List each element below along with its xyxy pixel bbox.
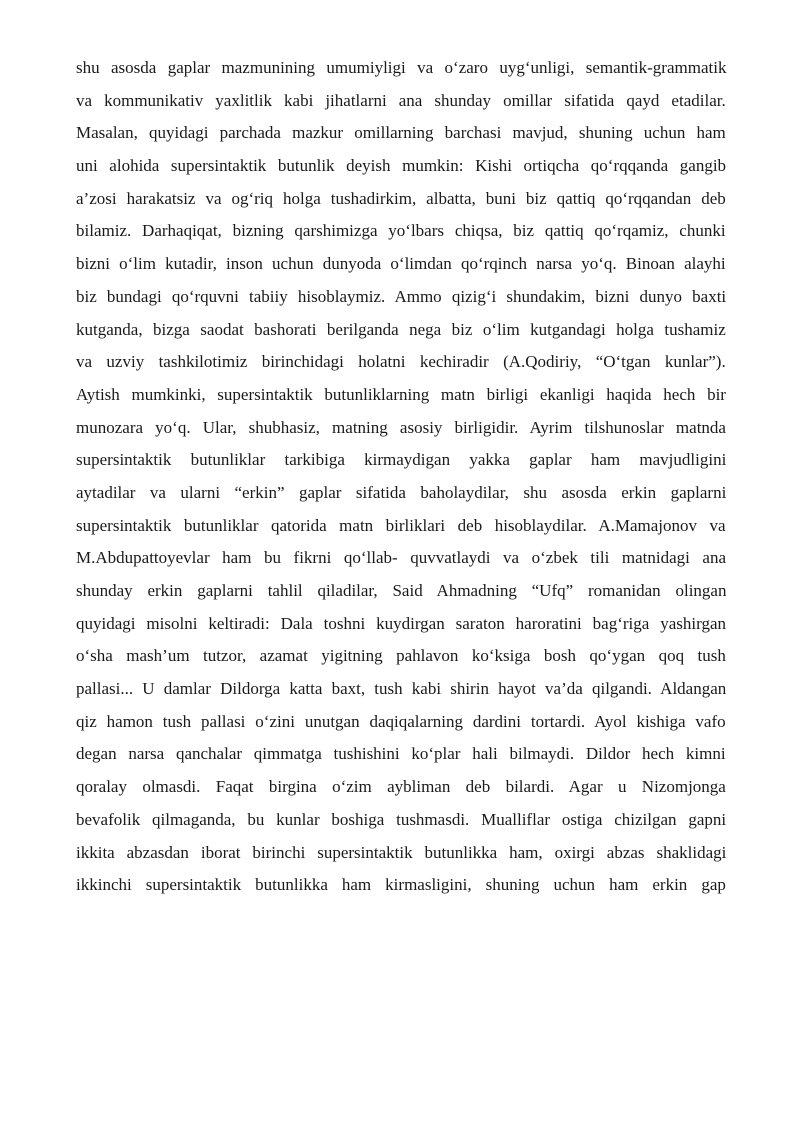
text-line-21: qiz hamon tush pallasi o‘zini unutgan daqiqalarning dardini tortardi. Ayol kishiga vafo [76, 711, 726, 731]
text-line-4: uni alohida supersintaktik butunlik deyish mumkin: Kishi ortiqcha qo‘rqqanda gangib [76, 156, 727, 176]
text-line-17: shunday erkin gaplarni tahlil qiladilar, Said Ahmadning “Ufq” romanidan olingan [76, 581, 727, 600]
text-line-26: ikkinchi supersintaktik butunlikka ham kirmasligini, shuning uchun ham erkin gap [76, 875, 726, 895]
text-line-13: supersintaktik butunliklar tarkibiga kirmaydigan yakka gaplar ham mavjudligini [76, 450, 727, 470]
text-line-19: o‘sha mash’um tutzor, azamat yigitning pahlavon ko‘ksiga bosh qo‘ygan qoq tush [76, 646, 726, 666]
text-line-23: qoralay olmasdi. Faqat birgina o‘zim aybliman deb bilardi. Agar u Nizomjonga [76, 777, 726, 797]
text-line-6: bilamiz. Darhaqiqat, bizning qarshimizga yo‘lbars chiqsa, biz qattiq qo‘rqamiz, chunki [76, 221, 726, 241]
text-line-12: munozara yo‘q. Ular, shubhasiz, matning asosiy birligidir. Ayrim tilshunoslar matnda [76, 417, 726, 437]
text-line-2: va kommunikativ yaxlitlik kabi jihatlarni ana shunday omillar sifatida qayd etadilar. [76, 90, 726, 110]
body-text [76, 52, 726, 902]
text-line-16: M.Abdupattoyevlar ham bu fikrni qo‘llab- quvvatlaydi va o‘zbek tili matnidagi ana [76, 548, 726, 568]
text-line-5: a’zosi harakatsiz va og‘riq holga tushadirkim, albatta, buni biz qattiq qo‘rqqandan deb [76, 188, 726, 208]
text-line-10: va uzviy tashkilotimiz birinchidagi holatni kechiradir (A.Qodiriy, “O‘tgan kunlar”). [76, 352, 726, 372]
text-line-24: bevafolik qilmaganda, bu kunlar boshiga tushmasdi. Mualliflar ostiga chizilgan gapni [76, 809, 727, 829]
text-line-15: supersintaktik butunliklar qatorida matn birliklari deb hisoblaydilar. A.Mamajonov va [76, 515, 726, 535]
text-line-9: kutganda, bizga saodat bashorati berilganda nega biz o‘lim kutgandagi holga tushamiz [76, 319, 726, 339]
text-line-20: pallasi... U damlar Dildorga katta baxt, tush kabi shirin hayot va’da qilgandi. Aldangan [76, 679, 727, 699]
text-line-1: shu asosda gaplar mazmunining umumiyligi va o‘zaro uyg‘unligi, semantik-grammatik [76, 58, 727, 77]
text-line-22: degan narsa qanchalar qimmatga tushishini ko‘plar hali bilmaydi. Dildor hech kimni [76, 744, 726, 764]
text-line-14: aytadilar va ularni “erkin” gaplar sifatida baholaydilar, shu asosda erkin gaplarni [76, 482, 727, 502]
text-line-18: quyidagi misolni keltiradi: Dala toshni kuydirgan saraton haroratini bag‘riga yashirgan [76, 613, 726, 633]
text-line-11: Aytish mumkinki, supersintaktik butunliklarning matn birligi ekanligi haqida hech bir [76, 384, 726, 404]
text-line-7: bizni o‘lim kutadir, inson uchun dunyoda o‘limdan qo‘rqinch narsa yo‘q. Binoan alayhi [76, 254, 726, 274]
text-line-3: Masalan, quyidagi parchada mazkur omillarning barchasi mavjud, shuning uchun ham [76, 123, 726, 143]
text-line-25: ikkita abzasdan iborat birinchi supersintaktik butunlikka ham, oxirgi abzas shaklidagi [76, 842, 727, 862]
text-line-8: biz bundagi qo‘rquvni tabiiy hisoblaymiz. Ammo qizig‘i shundakim, bizni dunyo baxti [76, 286, 727, 306]
